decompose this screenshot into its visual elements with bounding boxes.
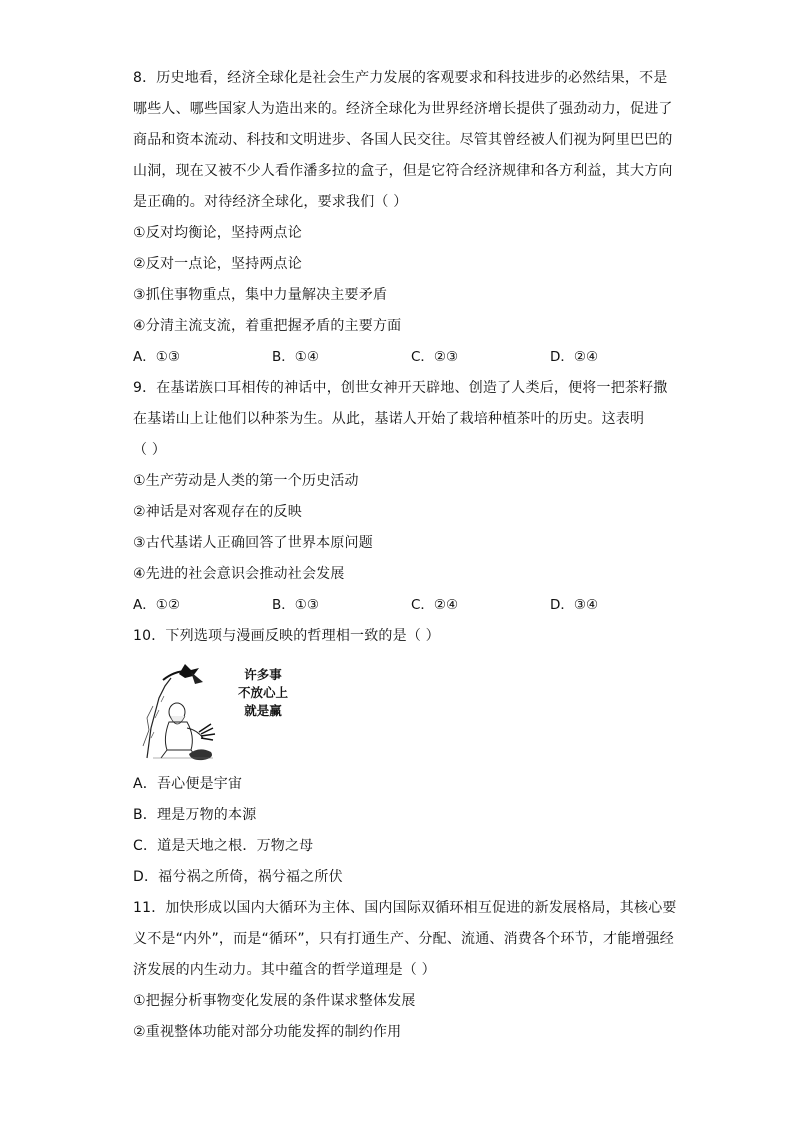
question-8-line-5: 是正确的。对待经济全球化，要求我们（ ） — [133, 194, 408, 210]
question-10-choice-c: C．道是天地之根．万物之母 — [133, 838, 314, 854]
question-8-option-d: D．②④ — [550, 349, 599, 365]
cartoon-drawing — [133, 658, 228, 763]
question-11 — [133, 893, 677, 1048]
question-9-option-a: A．①② — [133, 597, 180, 613]
question-9-option-b: B．①③ — [272, 597, 319, 613]
question-10 — [133, 621, 663, 893]
cartoon-caption-line-2: 不放心上 — [237, 685, 288, 700]
question-9-line-1: 9．在基诺族口耳相传的神话中，创世女神开天辟地、创造了人类后，便将一把茶籽撒 — [133, 380, 668, 396]
question-8-line-4: 山洞，现在又被不少人看作潘多拉的盒子，但是它符合经济规律和各方利益，其大方向 — [133, 163, 673, 179]
question-8 — [133, 63, 673, 373]
question-8-options — [133, 342, 663, 373]
question-9-line-2: 在基诺山上让他们以种茶为生。从此，基诺人开始了栽培种植茶叶的历史。这表明 — [133, 411, 645, 427]
cartoon-caption — [228, 666, 298, 720]
page-content — [133, 63, 677, 1048]
question-8-line-3: 商品和资本流动、科技和文明进步、各国人民交往。尽管其曾经被人们视为阿里巴巴的 — [133, 132, 673, 148]
question-9-item-2: ②神话是对客观存在的反映 — [133, 504, 302, 520]
question-11-line-2: 义不是“内外”，而是“循环”，只有打通生产、分配、流通、消费各个环节，才能增强经 — [133, 931, 675, 947]
question-9-option-c: C．②④ — [411, 597, 459, 613]
question-8-line-2: 哪些人、哪些国家人为造出来的。经济全球化为世界经济增长提供了强劲动力，促进了 — [133, 101, 673, 117]
cartoon-caption-line-3: 就是赢 — [244, 703, 282, 718]
question-11-line-1: 11．加快形成以国内大循环为主体、国内国际双循环相互促进的新发展格局，其核心要 — [133, 900, 677, 916]
question-9-option-d: D．③④ — [550, 597, 599, 613]
question-10-choice-d: D．福兮祸之所倚，祸兮福之所伏 — [133, 869, 343, 885]
question-9-line-3: （ ） — [133, 442, 167, 458]
question-10-choice-a: A．吾心便是宇宙 — [133, 776, 243, 792]
question-11-line-3: 济发展的内生动力。其中蕴含的哲学道理是（ ） — [133, 962, 436, 978]
question-11-item-1: ①把握分析事物变化发展的条件谋求整体发展 — [133, 993, 416, 1009]
question-8-item-2: ②反对一点论，坚持两点论 — [133, 256, 302, 272]
question-8-line-1: 8．历史地看，经济全球化是社会生产力发展的客观要求和科技进步的必然结果，不是 — [133, 70, 668, 86]
question-8-item-1: ①反对均衡论，坚持两点论 — [133, 225, 302, 241]
question-8-option-a: A．①③ — [133, 349, 180, 365]
question-8-item-3: ③抓住事物重点，集中力量解决主要矛盾 — [133, 287, 388, 303]
question-8-option-c: C．②③ — [411, 349, 459, 365]
question-9-item-1: ①生产劳动是人类的第一个历史活动 — [133, 473, 359, 489]
question-9-item-3: ③古代基诺人正确回答了世界本原问题 — [133, 535, 373, 551]
question-8-item-4: ④分清主流支流，着重把握矛盾的主要方面 — [133, 318, 402, 334]
question-11-item-2: ②重视整体功能对部分功能发挥的制约作用 — [133, 1024, 402, 1040]
question-10-cartoon — [133, 658, 293, 763]
question-8-option-b: B．①④ — [272, 349, 319, 365]
cartoon-caption-line-1: 许多事 — [244, 667, 282, 682]
question-9-options — [133, 590, 663, 621]
question-9-item-4: ④先进的社会意识会推动社会发展 — [133, 566, 345, 582]
question-9 — [133, 373, 668, 621]
question-10-line-1: 10．下列选项与漫画反映的哲理相一致的是（ ） — [133, 628, 440, 644]
question-10-choice-b: B．理是万物的本源 — [133, 807, 257, 823]
